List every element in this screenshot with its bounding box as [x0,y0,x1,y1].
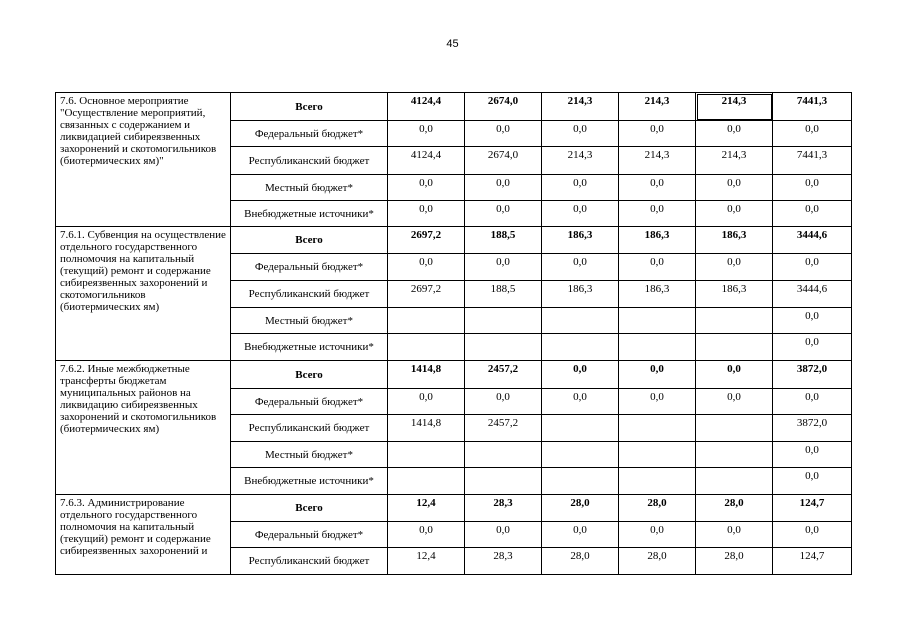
table-row [56,361,852,389]
value-cell: 0,0 [696,254,773,281]
value-cell: 214,3 [542,147,619,175]
funding-source: Местный бюджет* [231,442,388,468]
value-cell: 0,0 [542,175,619,201]
value-cell: 0,0 [696,121,773,147]
table-row [56,495,852,522]
value-cell: 0,0 [773,201,852,227]
value-cell: 3444,6 [773,227,852,254]
value-cell: 0,0 [773,308,852,334]
value-cell: 186,3 [619,281,696,308]
value-cell: 0,0 [773,389,852,415]
value-cell [696,415,773,442]
value-cell [619,442,696,468]
value-cell: 0,0 [619,175,696,201]
page-number: 45 [446,38,459,50]
funding-source: Республиканский бюджет [231,415,388,442]
funding-source: Внебюджетные источники* [231,334,388,361]
value-cell: 2457,2 [465,415,542,442]
value-cell: 0,0 [465,389,542,415]
value-cell: 0,0 [388,175,465,201]
value-cell: 1414,8 [388,415,465,442]
value-cell: 2697,2 [388,227,465,254]
value-cell: 0,0 [773,121,852,147]
value-cell: 0,0 [773,254,852,281]
value-cell [388,308,465,334]
value-cell: 28,0 [696,495,773,522]
value-cell: 1414,8 [388,361,465,389]
value-cell [388,442,465,468]
value-cell: 0,0 [465,522,542,548]
value-cell: 0,0 [465,254,542,281]
funding-source: Всего [231,361,388,389]
value-cell [465,308,542,334]
budget-table [55,92,852,575]
value-cell: 0,0 [388,254,465,281]
value-cell [542,442,619,468]
value-cell: 214,3 [619,147,696,175]
value-cell: 214,3 [542,93,619,121]
value-cell [388,468,465,495]
value-cell: 0,0 [619,121,696,147]
funding-source: Республиканский бюджет [231,281,388,308]
funding-source: Всего [231,93,388,121]
value-cell: 3872,0 [773,415,852,442]
value-cell: 0,0 [696,361,773,389]
value-cell: 0,0 [619,389,696,415]
value-cell [542,334,619,361]
value-cell [696,308,773,334]
value-cell: 0,0 [388,121,465,147]
value-cell: 186,3 [696,227,773,254]
value-cell: 0,0 [773,175,852,201]
table-row [56,227,852,254]
value-cell: 0,0 [696,522,773,548]
value-cell: 2674,0 [465,147,542,175]
funding-source: Федеральный бюджет* [231,254,388,281]
value-cell: 186,3 [542,227,619,254]
activity-name: 7.6. Основное мероприятие "Осуществление мероприятий, связанных с содержанием и ликвидацией сибиреязвенных захоронений и скотомогильников (биотермических ям)" [56,93,231,227]
value-cell: 0,0 [388,201,465,227]
funding-source: Местный бюджет* [231,175,388,201]
value-cell: 214,3 [696,93,773,121]
value-cell: 0,0 [773,442,852,468]
funding-source: Всего [231,227,388,254]
funding-source: Республиканский бюджет [231,147,388,175]
value-cell: 188,5 [465,281,542,308]
value-cell: 214,3 [696,147,773,175]
funding-source: Местный бюджет* [231,308,388,334]
value-cell: 0,0 [388,389,465,415]
value-cell: 0,0 [696,175,773,201]
value-cell: 28,0 [542,495,619,522]
value-cell: 4124,4 [388,147,465,175]
value-cell: 0,0 [696,201,773,227]
value-cell: 0,0 [542,361,619,389]
value-cell [696,468,773,495]
activity-name: 7.6.3. Администрирование отдельного государственного полномочия на капитальный (текущий) ремонт и содержание сибиреязвенных захоронений и [56,495,231,575]
value-cell: 0,0 [542,201,619,227]
table-body [56,93,852,575]
value-cell: 0,0 [773,468,852,495]
value-cell: 124,7 [773,548,852,575]
value-cell: 2457,2 [465,361,542,389]
value-cell [465,468,542,495]
value-cell [619,308,696,334]
value-cell [696,334,773,361]
funding-source: Федеральный бюджет* [231,121,388,147]
value-cell: 28,0 [696,548,773,575]
value-cell: 28,0 [619,495,696,522]
value-cell: 3444,6 [773,281,852,308]
value-cell: 0,0 [619,522,696,548]
value-cell [542,415,619,442]
value-cell: 2697,2 [388,281,465,308]
value-cell: 4124,4 [388,93,465,121]
value-cell: 214,3 [619,93,696,121]
value-cell: 0,0 [696,389,773,415]
value-cell: 28,0 [542,548,619,575]
value-cell: 0,0 [619,201,696,227]
value-cell [619,415,696,442]
value-cell: 3872,0 [773,361,852,389]
activity-name: 7.6.1. Субвенция на осуществление отдельного государственного полномочия на капитальный (текущий) ремонт и содержание сибиреязвенных захоронений и скотомогильников (биотермических ям) [56,227,231,361]
value-cell [542,308,619,334]
funding-source: Внебюджетные источники* [231,468,388,495]
value-cell: 0,0 [773,334,852,361]
value-cell: 0,0 [388,522,465,548]
value-cell: 186,3 [619,227,696,254]
value-cell [465,442,542,468]
value-cell: 0,0 [465,121,542,147]
value-cell: 0,0 [542,389,619,415]
value-cell: 2674,0 [465,93,542,121]
value-cell: 0,0 [619,254,696,281]
value-cell: 0,0 [773,522,852,548]
value-cell: 0,0 [619,361,696,389]
value-cell [619,468,696,495]
value-cell: 186,3 [542,281,619,308]
value-cell [619,334,696,361]
value-cell: 12,4 [388,495,465,522]
value-cell: 7441,3 [773,93,852,121]
funding-source: Всего [231,495,388,522]
value-cell: 28,0 [619,548,696,575]
value-cell: 0,0 [542,254,619,281]
value-cell: 0,0 [465,201,542,227]
value-cell: 188,5 [465,227,542,254]
value-cell: 186,3 [696,281,773,308]
value-cell: 12,4 [388,548,465,575]
value-cell [696,442,773,468]
value-cell [388,334,465,361]
value-cell: 28,3 [465,495,542,522]
value-cell: 28,3 [465,548,542,575]
value-cell: 0,0 [542,522,619,548]
value-cell [542,468,619,495]
funding-source: Федеральный бюджет* [231,389,388,415]
table-row [56,93,852,121]
value-cell: 0,0 [542,121,619,147]
value-cell: 124,7 [773,495,852,522]
funding-source: Республиканский бюджет [231,548,388,575]
funding-source: Федеральный бюджет* [231,522,388,548]
activity-name: 7.6.2. Иные межбюджетные трансферты бюджетам муниципальных районов на ликвидацию сибиреязвенных захоронений и скотомогильников (биотермических ям) [56,361,231,495]
value-cell: 7441,3 [773,147,852,175]
funding-source: Внебюджетные источники* [231,201,388,227]
value-cell: 0,0 [465,175,542,201]
value-cell [465,334,542,361]
